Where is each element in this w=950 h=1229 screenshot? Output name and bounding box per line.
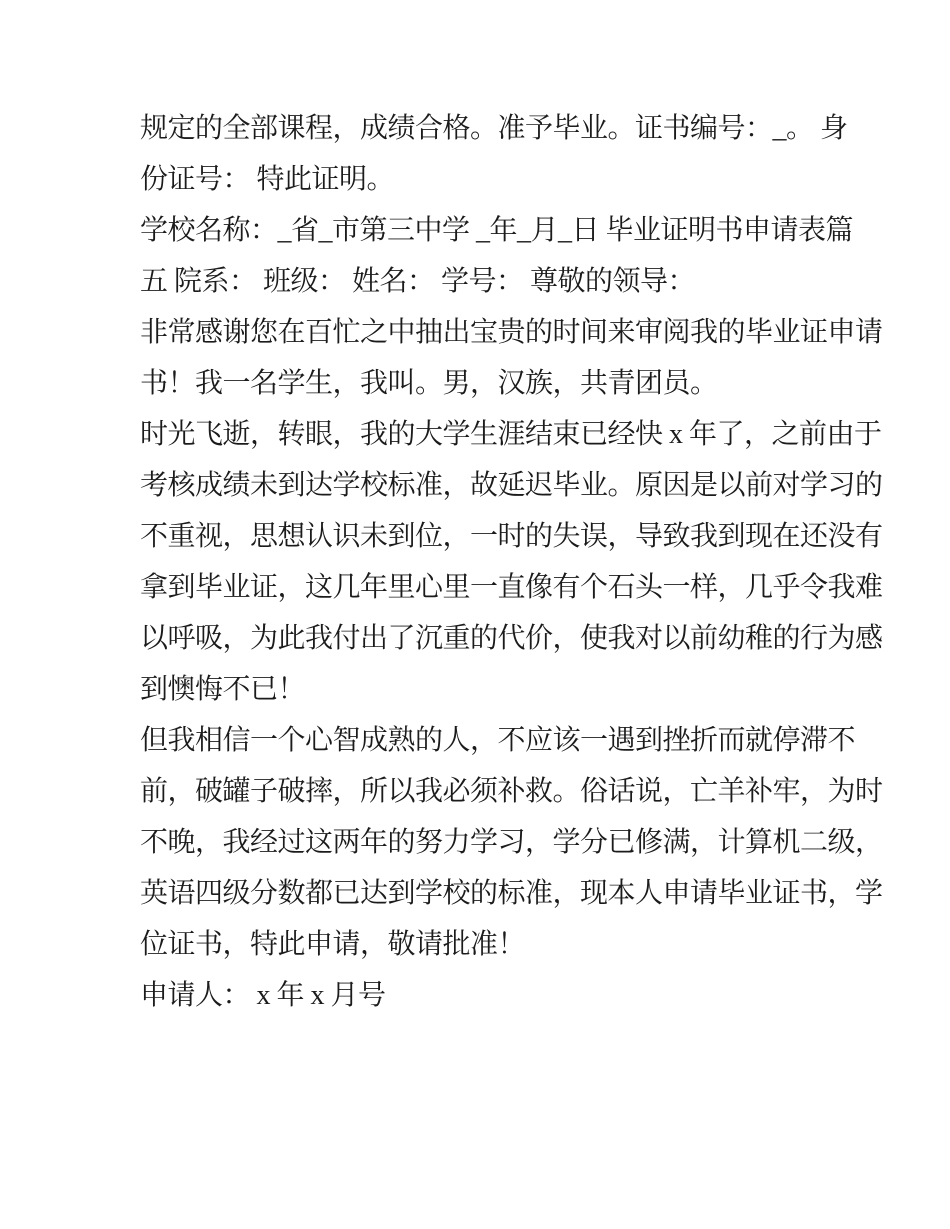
- document-line: 不重视，思想认识未到位，一时的失误，导致我到现在还没有: [140, 521, 883, 552]
- document-line: 到懊悔不已！: [140, 674, 306, 705]
- document-line: 规定的全部课程，成绩合格。准予毕业。证书编号：_。 身: [140, 113, 848, 144]
- document-line: 份证号： 特此证明。: [140, 164, 395, 195]
- document-line: 以呼吸，为此我付出了沉重的代价，使我对以前幼稚的行为感: [140, 623, 883, 654]
- document-text-block: [140, 103, 883, 1021]
- document-line: 前，破罐子破摔，所以我必须补救。俗话说，亡羊补牢，为时: [140, 776, 883, 807]
- document-line: 五 院系： 班级： 姓名： 学号： 尊敬的领导：: [140, 266, 696, 297]
- document-line: 但我相信一个心智成熟的人，不应该一遇到挫折而就停滞不: [140, 725, 856, 756]
- document-line: 英语四级分数都已达到学校的标准，现本人申请毕业证书，学: [140, 878, 883, 909]
- document-line: 非常感谢您在百忙之中抽出宝贵的时间来审阅我的毕业证申请: [140, 317, 883, 348]
- document-line: 申请人： x 年 x 月号: [140, 980, 386, 1011]
- document-line: 拿到毕业证，这几年里心里一直像有个石头一样，几乎令我难: [140, 572, 883, 603]
- document-line: 位证书，特此申请，敬请批准！: [140, 929, 526, 960]
- document-line: 书！我一名学生，我叫。男，汉族，共青团员。: [140, 368, 718, 399]
- document-line: 时光飞逝，转眼，我的大学生涯结束已经快 x 年了，之前由于: [140, 419, 882, 450]
- document-line: 学校名称：_省_市第三中学 _年_月_日 毕业证明书申请表篇: [140, 215, 854, 246]
- document-line: 考核成绩未到达学校标准，故延迟毕业。原因是以前对学习的: [140, 470, 883, 501]
- document-line: 不晚，我经过这两年的努力学习，学分已修满，计算机二级，: [140, 827, 883, 858]
